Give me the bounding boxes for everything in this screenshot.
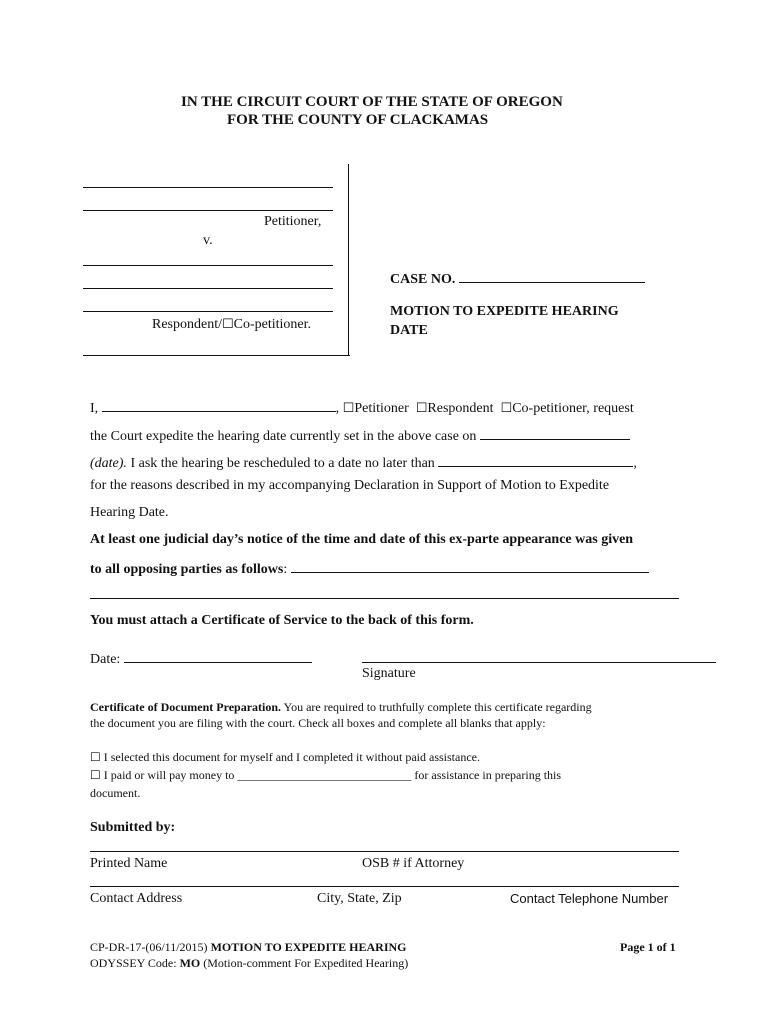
submitted-by-heading: Submitted by:	[90, 820, 176, 835]
respondent-label	[152, 317, 311, 333]
paid-assistance-checkbox-icon[interactable]: ☐	[90, 768, 101, 782]
i-label: I,	[90, 401, 99, 416]
respondent-line-2[interactable]	[83, 288, 333, 289]
petitioner-option: Petitioner	[354, 401, 409, 416]
certificate-option-2-prefix: I paid or will pay money to	[103, 768, 235, 782]
versus-label: v.	[203, 233, 213, 248]
submitted-line-1[interactable]	[90, 851, 679, 852]
line3-end: ,	[633, 456, 637, 471]
notice-method-line-2[interactable]	[90, 598, 679, 599]
court-heading-line1: IN THE CIRCUIT COURT OF THE STATE OF OREGON	[181, 94, 563, 110]
motion-title-line2: DATE	[390, 323, 428, 338]
osb-label: OSB # if Attorney	[362, 856, 465, 871]
notice-colon: :	[283, 562, 288, 577]
date-field-label: Date:	[90, 652, 121, 667]
signature-line[interactable]	[362, 662, 716, 663]
date-field-row	[90, 648, 312, 668]
signature-label: Signature	[362, 666, 416, 681]
court-heading-line2: FOR THE COUNTY OF CLACKAMAS	[227, 112, 489, 128]
city-state-zip-label: City, State, Zip	[317, 891, 402, 906]
petitioner-line-1[interactable]	[83, 187, 333, 188]
certificate-option-1-text: I selected this document for myself and I completed it without paid assistance.	[103, 750, 480, 764]
respondent-checkbox-icon[interactable]: ☐	[415, 401, 428, 416]
copetitioner-checkbox-icon[interactable]: ☐	[222, 317, 234, 332]
comma: ,	[335, 401, 340, 416]
form-code: CP-DR-17-(06/11/2015)	[90, 940, 208, 954]
caption-divider	[348, 164, 349, 356]
date-label: (date).	[90, 456, 127, 471]
odyssey-description: (Motion-comment For Expedited Hearing)	[203, 956, 409, 970]
respondent-line-3[interactable]	[83, 311, 333, 312]
certificate-option-2-suffix: for assistance in preparing this	[414, 768, 562, 782]
certificate-option-2-line2: document.	[90, 786, 141, 800]
self-prepared-checkbox-icon[interactable]: ☐	[90, 750, 101, 764]
notice-text: to all opposing parties as follows	[90, 562, 284, 577]
case-number-field[interactable]	[459, 268, 645, 283]
date-field[interactable]	[124, 648, 312, 663]
body-line-5: Hearing Date.	[90, 505, 169, 520]
respondent-text: Respondent/	[152, 317, 222, 332]
current-hearing-date-field[interactable]	[480, 425, 630, 440]
respondent-line-1[interactable]	[83, 265, 333, 266]
reschedule-text: I ask the hearing be rescheduled to a date no later than	[130, 456, 435, 471]
footer-line-1	[90, 940, 407, 955]
case-number	[390, 268, 645, 288]
certificate-option-1	[90, 750, 480, 765]
printed-name-label: Printed Name	[90, 856, 168, 871]
submitted-line-2[interactable]	[90, 886, 679, 887]
caption-bottom-line	[83, 355, 350, 356]
contact-address-label: Contact Address	[90, 891, 183, 906]
certificate-intro	[90, 700, 592, 715]
copetitioner-option: Co-petitioner, request	[512, 401, 634, 416]
petitioner-label: Petitioner,	[264, 214, 322, 229]
certificate-option-2	[90, 768, 561, 783]
petitioner-line-2[interactable]	[83, 210, 333, 211]
odyssey-label: ODYSSEY Code:	[90, 956, 177, 970]
assistance-provider-field[interactable]: _____________________________	[237, 768, 412, 782]
copetitioner-text: Co-petitioner.	[233, 317, 312, 332]
footer-line-2	[90, 956, 408, 971]
form-title: MOTION TO EXPEDITE HEARING	[210, 940, 407, 954]
odyssey-code: MO	[179, 956, 201, 970]
notice-method-field[interactable]	[291, 558, 649, 573]
expedite-text: the Court expedite the hearing date currently set in the above case on	[90, 429, 477, 444]
certificate-intro-line2: the document you are filing with the court. Check all boxes and complete all blanks that apply:	[90, 716, 546, 730]
page-number: Page 1 of 1	[620, 940, 676, 954]
body-line-2	[90, 425, 630, 445]
copetitioner-option-checkbox-icon[interactable]: ☐	[500, 401, 513, 416]
certificate-intro-rest: You are required to truthfully complete this certificate regarding	[281, 700, 592, 714]
contact-phone-label: Contact Telephone Number	[510, 891, 669, 906]
body-line-3	[90, 452, 637, 472]
notice-line-1: At least one judicial day’s notice of the time and date of this ex-parte appearance was given	[90, 532, 634, 547]
name-field[interactable]	[102, 397, 336, 412]
body-line-1	[90, 397, 634, 417]
motion-title-line1: MOTION TO EXPEDITE HEARING	[390, 304, 619, 319]
petitioner-checkbox-icon[interactable]: ☐	[342, 401, 355, 416]
attach-notice: You must attach a Certificate of Service to the back of this form.	[90, 613, 474, 628]
case-number-label: CASE NO.	[390, 272, 456, 287]
notice-line-2	[90, 558, 649, 578]
respondent-option: Respondent	[427, 401, 494, 416]
new-hearing-date-field[interactable]	[438, 452, 633, 467]
certificate-heading: Certificate of Document Preparation.	[90, 700, 282, 714]
body-line-4: for the reasons described in my accompanying Declaration in Support of Motion to Expedite	[90, 478, 610, 493]
